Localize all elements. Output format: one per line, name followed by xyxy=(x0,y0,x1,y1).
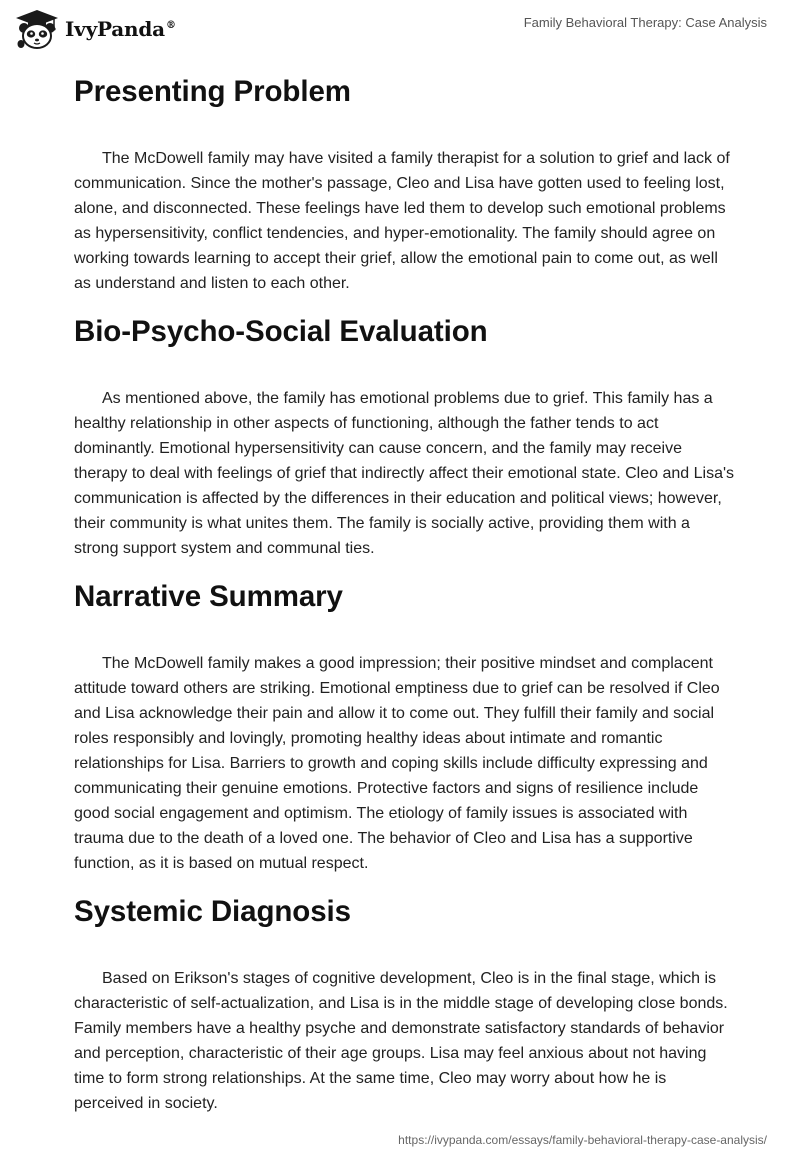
section-paragraph: The McDowell family may have visited a family therapist for a solution to grief and lack of communication. Since the mother's passage, Cleo and Lisa have gotten used to feeling lost, alone, and disconnected. These feelings have led them to develop such emotional problems as hypersensitivity, conflict tendencies, and hyper-emotionality. The family should agree on working towards learning to accept their grief, allow the emotional pain to come out, as well as understand and listen to each other. xyxy=(74,150,730,292)
section-narrative-summary xyxy=(74,577,734,876)
panda-graduate-icon xyxy=(14,8,60,50)
brand-logo[interactable] xyxy=(14,8,176,50)
document-title: Family Behavioral Therapy: Case Analysis xyxy=(523,15,767,30)
section-paragraph: Based on Erikson's stages of cognitive development, Cleo is in the final stage, which is characteristic of self-actualization, and Lisa is in the middle stage of developing close bonds. Family members have a healthy psyche and demonstrate satisfactory standards of behavior and perception, characteristic of their age groups. Lisa may feel anxious about not having time to form strong relationships. At the same time, Cleo may worry about how he is perceived in society. xyxy=(74,970,728,1112)
page-header xyxy=(0,0,800,60)
brand-name: IvyPanda® xyxy=(65,17,176,41)
section-bio-psycho-social-evaluation xyxy=(74,312,734,561)
source-url-link[interactable]: https://ivypanda.com/essays/family-behavioral-therapy-case-analysis/ xyxy=(398,1133,767,1147)
section-heading: Presenting Problem xyxy=(74,75,351,108)
section-heading: Systemic Diagnosis xyxy=(74,895,351,928)
section-presenting-problem xyxy=(74,72,734,296)
section-paragraph: The McDowell family makes a good impression; their positive mindset and complacent attitude toward others are striking. Emotional emptiness due to grief can be resolved if Cleo and Lisa acknowledge their pain and allow it to come out. They fulfill their family and social roles responsibly and lovingly, promoting healthy ideas about intimate and romantic relationships for Lisa. Barriers to growth and coping skills include difficulty expressing and communicating their genuine emotions. Protective factors and signs of resilience include good social engagement and optimism. The etiology of family issues is associated with trauma due to the death of a loved one. The behavior of Cleo and Lisa has a supportive function, as it is based on mutual respect. xyxy=(74,655,720,872)
essay-body xyxy=(74,72,734,1116)
section-heading: Bio-Psycho-Social Evaluation xyxy=(74,315,488,348)
section-heading: Narrative Summary xyxy=(74,580,343,613)
section-paragraph: As mentioned above, the family has emotional problems due to grief. This family has a healthy relationship in other aspects of functioning, although the father tends to act dominantly. Emotional hypersensitivity can cause concern, and the family may receive therapy to deal with feelings of grief that indirectly affect their emotional state. Cleo and Lisa's communication is affected by the differences in their education and political views; however, their community is what unites them. The family is socially active, providing them with a strong support system and communal ties. xyxy=(74,390,735,557)
section-systemic-diagnosis xyxy=(74,892,734,1116)
